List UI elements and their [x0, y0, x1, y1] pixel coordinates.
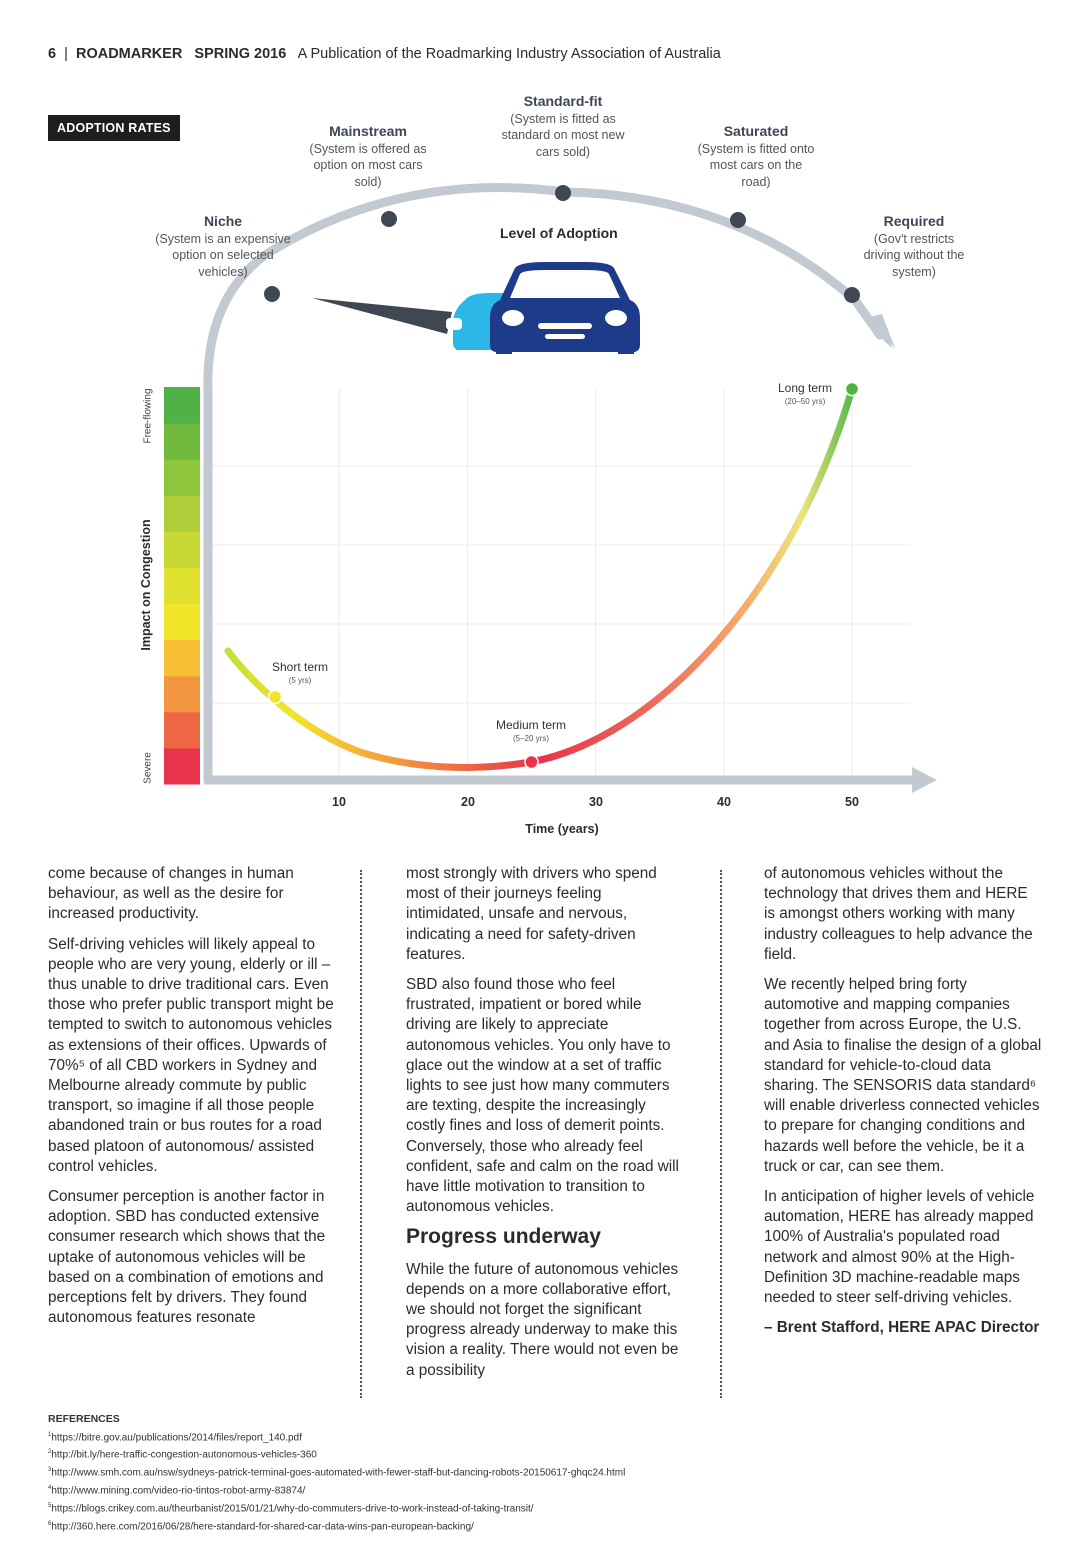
section-heading: Progress underway [406, 1225, 601, 1249]
stage-saturated-desc: (System is fitted onto most cars on the road) [697, 141, 815, 189]
scale-segment [164, 459, 200, 496]
curve-point-short-term [269, 691, 282, 704]
stage-required [858, 213, 970, 280]
stage-required-title: Required [883, 213, 945, 229]
scale-segment [164, 423, 200, 460]
congestion-color-scale [164, 387, 200, 785]
reference-6-number: 6 [48, 1520, 52, 1527]
x-tick-40: 40 [717, 795, 731, 809]
scale-segment [164, 640, 200, 677]
text-column-2 [406, 864, 684, 1391]
x-tick-10: 10 [332, 795, 346, 809]
curve-point-long-term [846, 383, 859, 396]
col1-paragraph-3: Consumer perception is another factor in adoption. SBD has conducted extensive consumer research which shows that the uptake of autonomous vehicles will be based on a combination of emotions and perceptions felt by drivers. They found autonomous features resonate [48, 1188, 326, 1327]
reference-4-url[interactable]: http://www.mining.com/video-rio-tintos-robot-army-83874/ [51, 1485, 306, 1497]
col3-paragraph-3: In anticipation of higher levels of vehicle automation, HERE has already mapped 100% of Australia's populated road network and almost 90% at the High-Definition 3D machine-readable maps needed to steer self-driving vehicles. [764, 1188, 1035, 1307]
col2-paragraph-2: SBD also found those who feel frustrated, impatient or bored while driving are likely to appreciate autonomous vehicles. You only have to glace out the window at a set of traffic lights to see just how many commuters are texting, despite the increasingly costly fines and loss of demerit points. Conversely, those who already feel confident, safe and calm on the road will have little motivation to transition to autonomous vehicles. [406, 976, 679, 1216]
column-divider-1 [360, 870, 362, 1398]
col3-paragraph-1: of autonomous vehicles without the technology that drives them and HERE is amongst others working with many industry colleagues to help advance the field. [764, 865, 1033, 963]
stage-mainstream-title: Mainstream [329, 123, 407, 139]
curve-point-medium-term [525, 756, 538, 769]
stage-dot-standard-fit [555, 185, 571, 201]
reference-4[interactable] [48, 1481, 625, 1499]
stage-niche [148, 213, 298, 280]
reference-2[interactable] [48, 1445, 625, 1463]
long-term-sublabel: (20–50 yrs) [784, 397, 826, 406]
medium-term-label: Medium term [495, 718, 567, 732]
reference-3[interactable] [48, 1463, 625, 1481]
x-axis-title: Time (years) [525, 822, 599, 836]
y-axis-title: Impact on Congestion [139, 519, 153, 651]
adoption-pointer [312, 298, 452, 334]
stage-dot-saturated [730, 212, 746, 228]
medium-term-sublabel: (5–20 yrs) [512, 734, 550, 743]
scale-segment [164, 712, 200, 749]
reference-1-url[interactable]: https://bitre.gov.au/publications/2014/files/report_140.pdf [51, 1431, 302, 1443]
col2-paragraph-1: most strongly with drivers who spend most of their journeys feeling intimidated, unsafe and nervous, indicating a need for safety-driven features. [406, 865, 657, 963]
magazine-name: ROADMARKER [75, 46, 183, 62]
reference-1[interactable] [48, 1428, 625, 1446]
reference-3-number: 3 [48, 1467, 52, 1474]
page-number: 6 [48, 46, 57, 62]
scale-segment [164, 604, 200, 641]
stage-niche-title: Niche [203, 213, 243, 229]
section-badge: ADOPTION RATES [48, 115, 180, 141]
reference-6[interactable] [48, 1517, 625, 1535]
col3-paragraph-2: We recently helped bring forty automotive and mapping companies together from across Europe, the U.S. and Asia to finalise the design of a global standard for vehicle-to-cloud data sharing. The SENSORIS data standard⁶ will enable driverless connected vehicles to prepare for changing conditions and hazards well before the vehicle, be it a truck or car, can see them. [764, 976, 1042, 1175]
x-tick-50: 50 [845, 795, 859, 809]
stage-saturated-title: Saturated [723, 123, 789, 139]
x-tick-20: 20 [461, 795, 475, 809]
col1-paragraph-1: come because of changes in human behaviour, as well as the desire for increased productivity. [48, 865, 294, 923]
reference-3-url[interactable]: http://www.smh.com.au/nsw/sydneys-patrick-terminal-goes-automated-with-fewer-staff-but-dancing-robots-20150617-ghqc24.html [51, 1467, 626, 1479]
x-tick-30: 30 [589, 795, 603, 809]
stage-dot-niche [264, 286, 280, 302]
point-label-short-term [272, 661, 328, 687]
scale-segment [164, 495, 200, 532]
references-title: REFERENCES [48, 1413, 120, 1425]
issue-name: SPRING 2016 [194, 46, 287, 62]
stage-standard-fit-title: Standard-fit [523, 93, 603, 109]
stage-required-desc: (Gov't restricts driving without the system) [863, 231, 965, 279]
reference-5[interactable] [48, 1499, 625, 1517]
text-column-3 [764, 864, 1042, 1348]
scale-segment [164, 531, 200, 568]
stage-dot-required [844, 287, 860, 303]
scale-segment [164, 567, 200, 604]
level-of-adoption-label: Level of Adoption [500, 225, 618, 241]
stage-mainstream-desc: (System is offered as option on most cars sold) [309, 141, 427, 189]
scale-segment [164, 748, 200, 785]
references [48, 1412, 625, 1534]
stage-niche-desc: (System is an expensive option on selected vehicles) [155, 231, 291, 279]
short-term-label: Short term [271, 660, 329, 674]
scale-segment [164, 676, 200, 713]
stage-mainstream [308, 123, 428, 190]
y-bottom-label: Severe [142, 752, 154, 784]
column-divider-2 [720, 870, 722, 1398]
point-label-medium-term [496, 719, 566, 745]
stage-standard-fit [494, 93, 632, 160]
y-top-label: Free-flowing [142, 388, 154, 444]
congestion-curve [228, 389, 852, 767]
stage-standard-fit-desc: (System is fitted as standard on most new cars sold) [501, 111, 625, 159]
reference-1-number: 1 [48, 1431, 52, 1438]
point-label-long-term [778, 382, 832, 408]
stage-saturated [696, 123, 816, 190]
long-term-label: Long term [777, 381, 833, 395]
reference-4-number: 4 [48, 1484, 52, 1491]
reference-2-number: 2 [48, 1449, 52, 1456]
header-separator: | [64, 46, 68, 62]
reference-5-number: 5 [48, 1502, 52, 1509]
scale-segment [164, 387, 200, 424]
text-column-1 [48, 864, 338, 1338]
author-signature: – Brent Stafford, HERE APAC Director [764, 1319, 1040, 1337]
x-axis-arrowhead [912, 767, 937, 793]
col1-paragraph-2: Self-driving vehicles will likely appeal to people who are very young, elderly or ill – thus unable to drive traditional cars. Even those who prefer public transport might be tempted to switch to autonomous vehicles as extensions of their offices. Upwards of 70%⁵ of all CBD workers in Sydney and Melbourne already commute by public transport, so imagine if all those people abandoned train or bus routes for a road based platoon of autonomous/ assisted control vehicles. [48, 935, 334, 1175]
reference-6-url[interactable]: http://360.here.com/2016/06/28/here-standard-for-shared-car-data-wins-pan-european-backing/ [51, 1520, 474, 1532]
reference-5-url[interactable]: https://blogs.crikey.com.au/theurbanist/2015/01/21/why-do-commuters-drive-to-work-instead-of-taking-transit/ [51, 1503, 534, 1515]
stage-dot-mainstream [381, 211, 397, 227]
short-term-sublabel: (5 yrs) [288, 676, 312, 685]
cars-icon [446, 262, 644, 354]
publication-subtitle: A Publication of the Roadmarking Industry Association of Australia [297, 46, 721, 62]
col2-paragraph-3: While the future of autonomous vehicles depends on a more collaborative effort, we should not forget the significant progress already underway to make this vision a reality. There would not even be a possibility [406, 1260, 679, 1379]
reference-2-url[interactable]: http://bit.ly/here-traffic-congestion-autonomous-vehicles-360 [51, 1449, 317, 1461]
